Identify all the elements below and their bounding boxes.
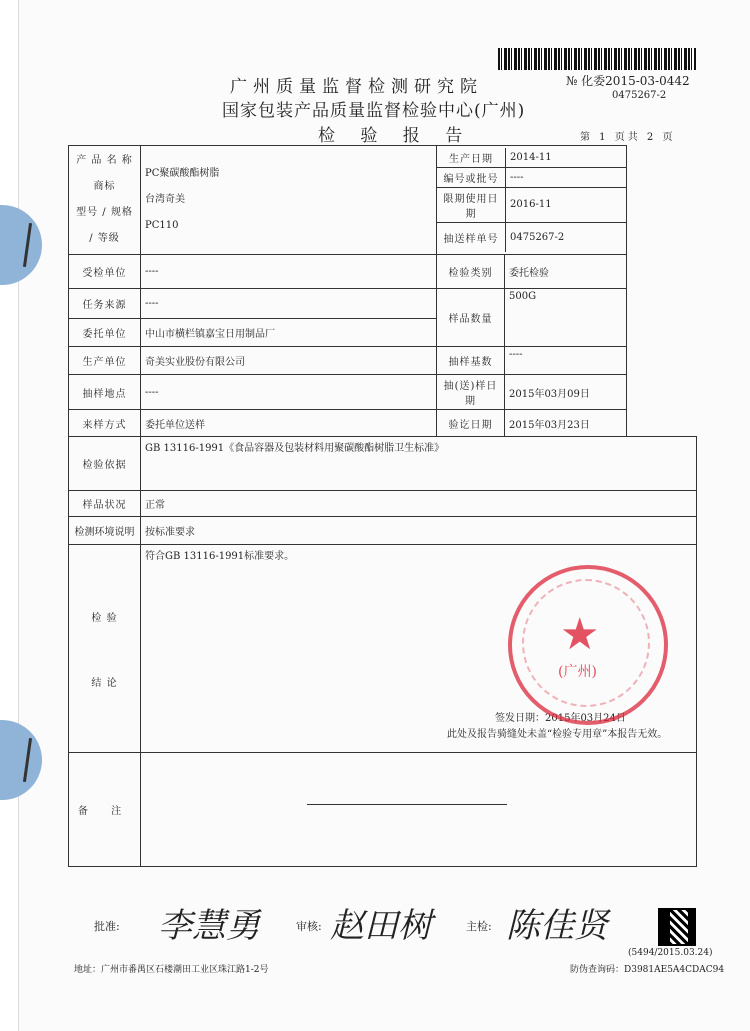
org-line-2: 国家包装产品质量监督检验中心(广州) <box>222 101 526 121</box>
env-label: 检测环境说明 <box>69 517 141 545</box>
prod-date: 2014-11 <box>506 148 627 168</box>
env: 按标准要求 <box>141 517 697 545</box>
finish-date: 2015年03月23日 <box>505 410 627 437</box>
sample-qty-label: 样品数量 <box>437 289 505 347</box>
approve-label: 批准: <box>94 920 120 933</box>
sampling-place: ---- <box>141 375 437 410</box>
org-line-1: 广州质量监督检测研究院 <box>230 77 483 97</box>
conclusion-label-b: 结 论 <box>91 677 118 689</box>
seal-text: (广州) <box>558 664 597 680</box>
sampling-date: 2015年03月09日 <box>505 375 627 410</box>
inspected-unit: ---- <box>141 255 437 289</box>
manufacturer: 奇美实业股份有限公司 <box>141 347 437 375</box>
sample-no-label: 抽送样单号 <box>437 222 506 252</box>
doc-title: 检 验 报 告 <box>318 126 473 146</box>
review-signature: 赵田树 <box>330 906 432 946</box>
page-info: 第 1 页共 2 页 <box>580 132 676 143</box>
model-label: 型号 / 规格 / 等级 <box>76 207 133 244</box>
product-name: PC聚碳酸酯树脂 <box>145 168 220 179</box>
barcode <box>498 48 696 70</box>
client: 中山市横栏镇嘉宝日用制品厂 <box>141 319 437 347</box>
inspect-signature: 陈佳贤 <box>506 906 608 946</box>
conclusion-labels <box>69 545 141 753</box>
sample-code: 0475267-2 <box>612 90 667 101</box>
report-form <box>68 145 697 867</box>
trademark-label: 商标 <box>93 181 116 192</box>
product-name-label: 产 品 名 称 <box>76 155 133 166</box>
seal-note: 此处及报告骑缝处未盖“检验专用章”本报告无效。 <box>447 729 668 740</box>
issue-date: 签发日期：2015年03月24日 <box>495 713 626 724</box>
delivery: 委托单位送样 <box>141 410 437 437</box>
sampling-place-label: 抽样地点 <box>69 375 141 410</box>
expiry-label: 限期使用日期 <box>437 187 506 222</box>
task-source-label: 任务来源 <box>69 289 141 319</box>
sampling-base: ---- <box>505 347 627 375</box>
sample-no: 0475267-2 <box>510 232 565 243</box>
review-label: 审核: <box>296 920 322 933</box>
basis-label: 检验依据 <box>69 437 141 491</box>
official-seal <box>508 565 668 725</box>
address: 地址：广州市番禺区石楼潮田工业区珠江路1-2号 <box>74 965 269 975</box>
product-values <box>141 146 437 255</box>
condition: 正常 <box>141 491 697 517</box>
inspect-label: 主检: <box>466 920 492 933</box>
client-label: 委托单位 <box>69 319 141 347</box>
batch-label: 编号或批号 <box>437 167 506 187</box>
sample-qty: 500G <box>505 289 627 347</box>
prod-date-label: 生产日期 <box>437 148 506 168</box>
inspection-type: 委托检验 <box>505 255 627 289</box>
conclusion-label-a: 检 验 <box>91 612 118 624</box>
condition-label: 样品状况 <box>69 491 141 517</box>
inspection-type-label: 检验类别 <box>437 255 505 289</box>
basis: GB 13116-1991《食品容器及包装材料用聚碳酸酯树脂卫生标准》 <box>141 437 697 491</box>
finish-date-label: 验讫日期 <box>437 410 505 437</box>
qr-code <box>658 908 696 946</box>
approve-signature: 李慧勇 <box>158 906 260 946</box>
report-number: № 化委2015-03-0442 <box>566 74 690 88</box>
sampling-base-label: 抽样基数 <box>437 347 505 375</box>
trademark: 台湾奇美 <box>145 194 185 205</box>
anti-fake-code: 防伪查询码：D3981AE5A4CDAC94 <box>570 965 725 975</box>
sampling-date-label: 抽(送)样日期 <box>437 375 505 410</box>
remarks-cell <box>141 753 697 867</box>
manufacturer-label: 生产单位 <box>69 347 141 375</box>
remarks-label: 备 注 <box>69 753 141 867</box>
remarks-line <box>307 804 507 805</box>
star-icon: ★ <box>560 609 600 660</box>
batch: ---- <box>506 167 627 187</box>
qr-code-info: (5494/2015.03.24) <box>628 948 713 958</box>
model: PC110 <box>145 220 179 231</box>
conclusion: 符合GB 13116-1991标准要求。 <box>145 551 295 562</box>
inspected-unit-label: 受检单位 <box>69 255 141 289</box>
delivery-label: 来样方式 <box>69 410 141 437</box>
expiry: 2016-11 <box>506 187 627 222</box>
task-source: ---- <box>141 289 437 319</box>
product-labels <box>69 146 141 255</box>
